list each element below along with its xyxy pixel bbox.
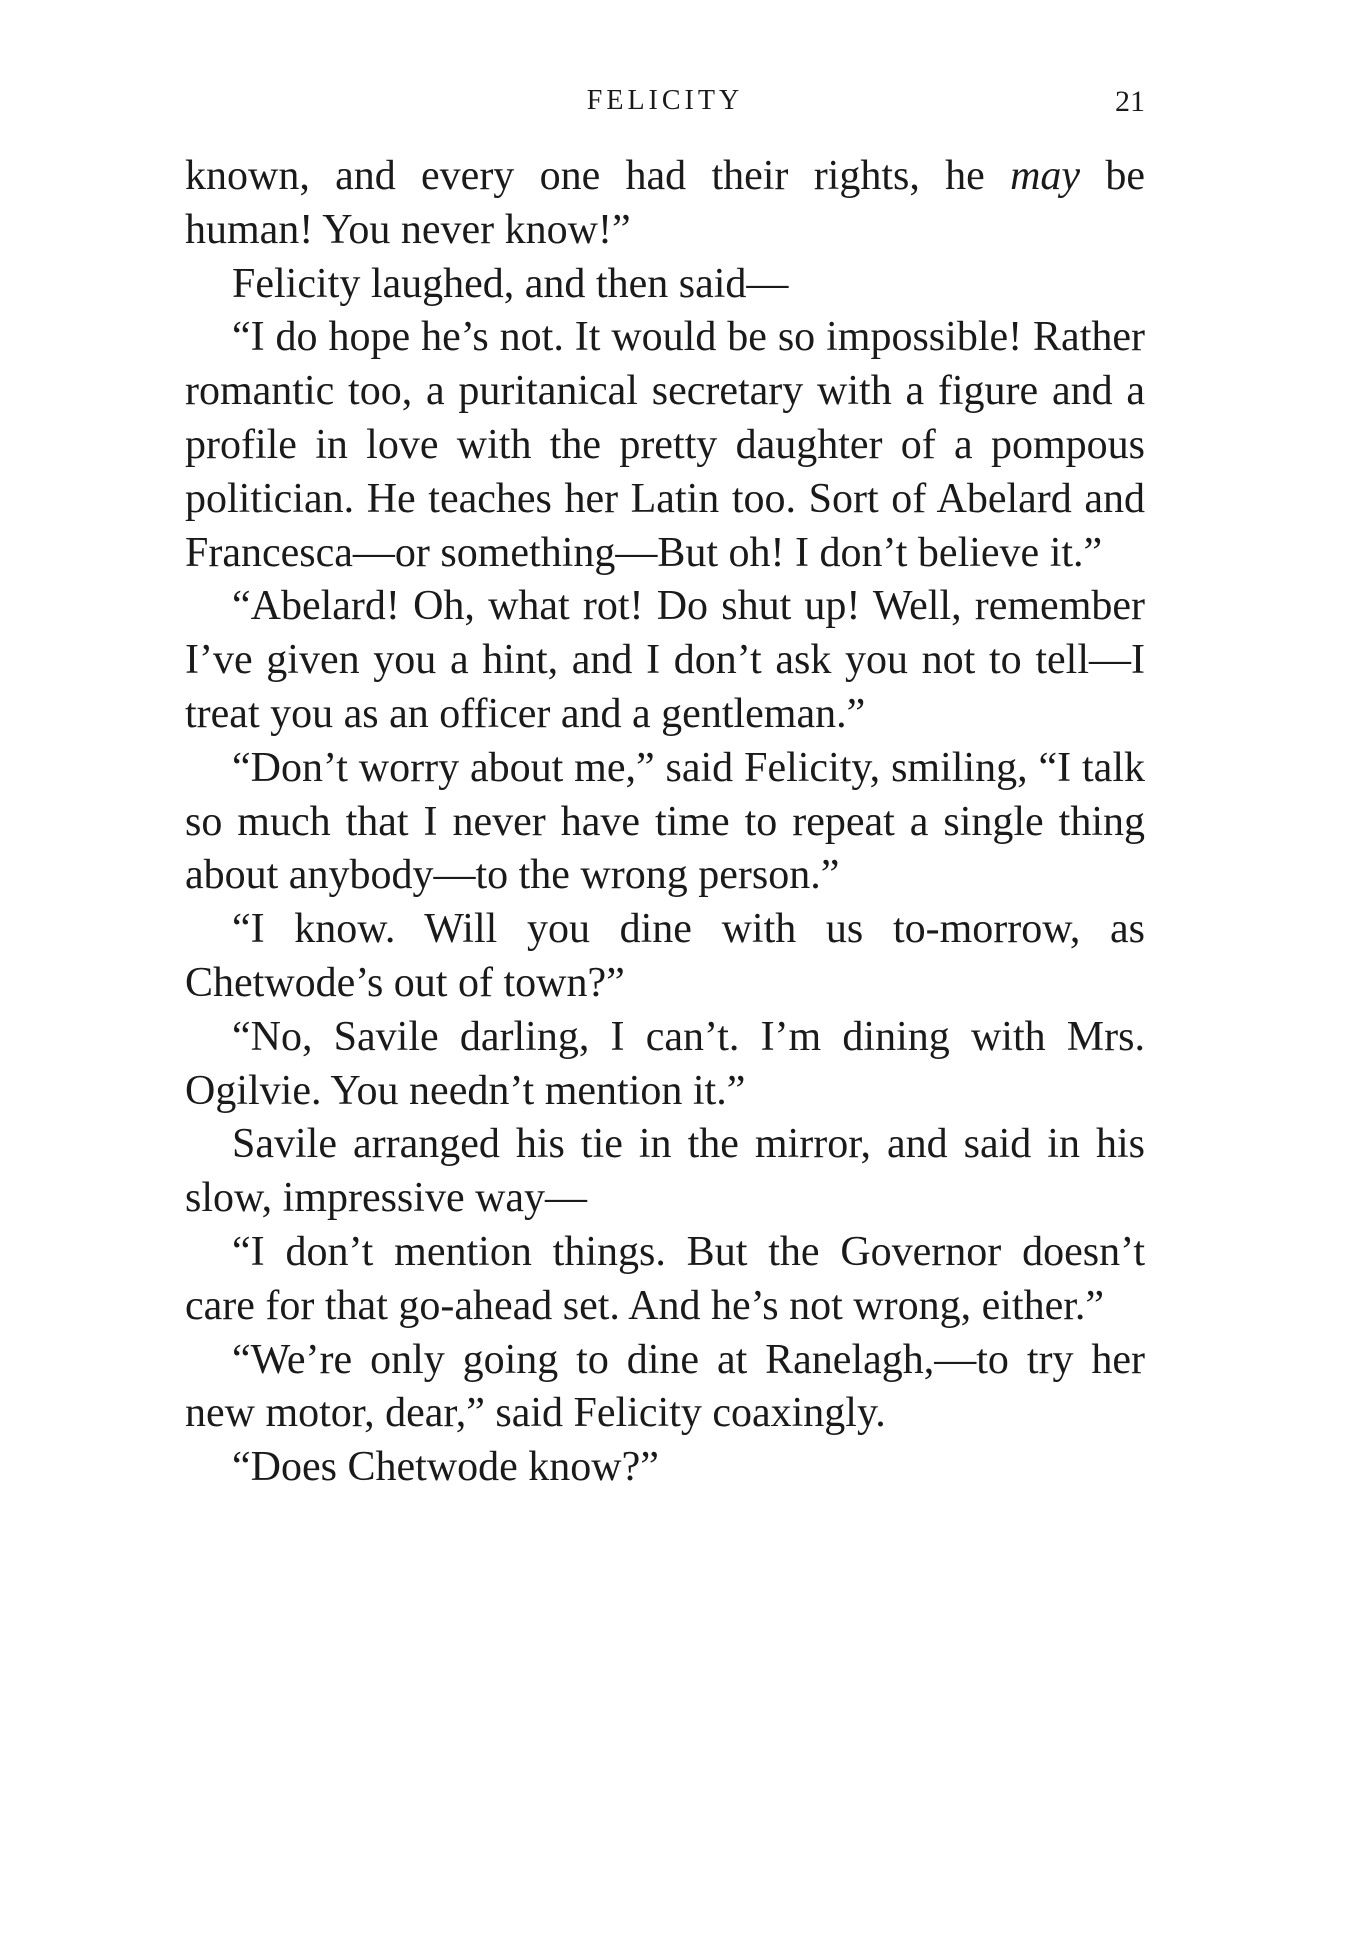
paragraph: “I don’t mention things. But the Governor doesn’t care for that go-ahead set. And he’s not wrong, either.” <box>185 1228 1145 1329</box>
paragraph: “I do hope he’s not. It would be so impossible! Rather romantic too, a puritanical secretary with a figure and a profile in love with the pretty daughter of a pompous politician. He teaches her Latin too. Sort of Abelard and Francesca—or something—But oh! I don’t believe it.” <box>185 314 1145 576</box>
running-title: FELICITY <box>586 85 744 116</box>
paragraph: “Don’t worry about me,” said Felicity, smiling, “I talk so much that I never have time to repeat a single thing about anybody—to the wrong person.” <box>185 744 1145 899</box>
paragraph: Savile arranged his tie in the mirror, and said in his slow, impressive way— <box>185 1121 1145 1222</box>
body-text <box>185 150 1145 1495</box>
paragraph-text: be human! You never know!” <box>185 153 1145 253</box>
paragraph: Felicity laughed, and then said— <box>232 260 789 307</box>
page-number: 21 <box>1115 85 1145 118</box>
paragraph: “Does Chetwode know?” <box>232 1444 659 1491</box>
paragraph: “Abelard! Oh, what rot! Do shut up! Well, remember I’ve given you a hint, and I don’t ask you not to tell—I treat you as an officer and a gentleman.” <box>185 583 1145 737</box>
paragraph: “We’re only going to dine at Ranelagh,—to try her new motor, dear,” said Felicity coaxingly. <box>185 1336 1145 1437</box>
emphasis-text: may <box>1010 153 1081 199</box>
paragraph: “I know. Will you dine with us to-morrow, as Chetwode’s out of town?” <box>185 906 1145 1006</box>
paragraph <box>185 150 1145 258</box>
paragraph-text: known, and every one had their rights, he <box>185 153 1011 199</box>
paragraph: “No, Savile darling, I can’t. I’m dining with Mrs. Ogilvie. You needn’t mention it.” <box>185 1013 1145 1114</box>
page-header <box>185 85 1145 125</box>
